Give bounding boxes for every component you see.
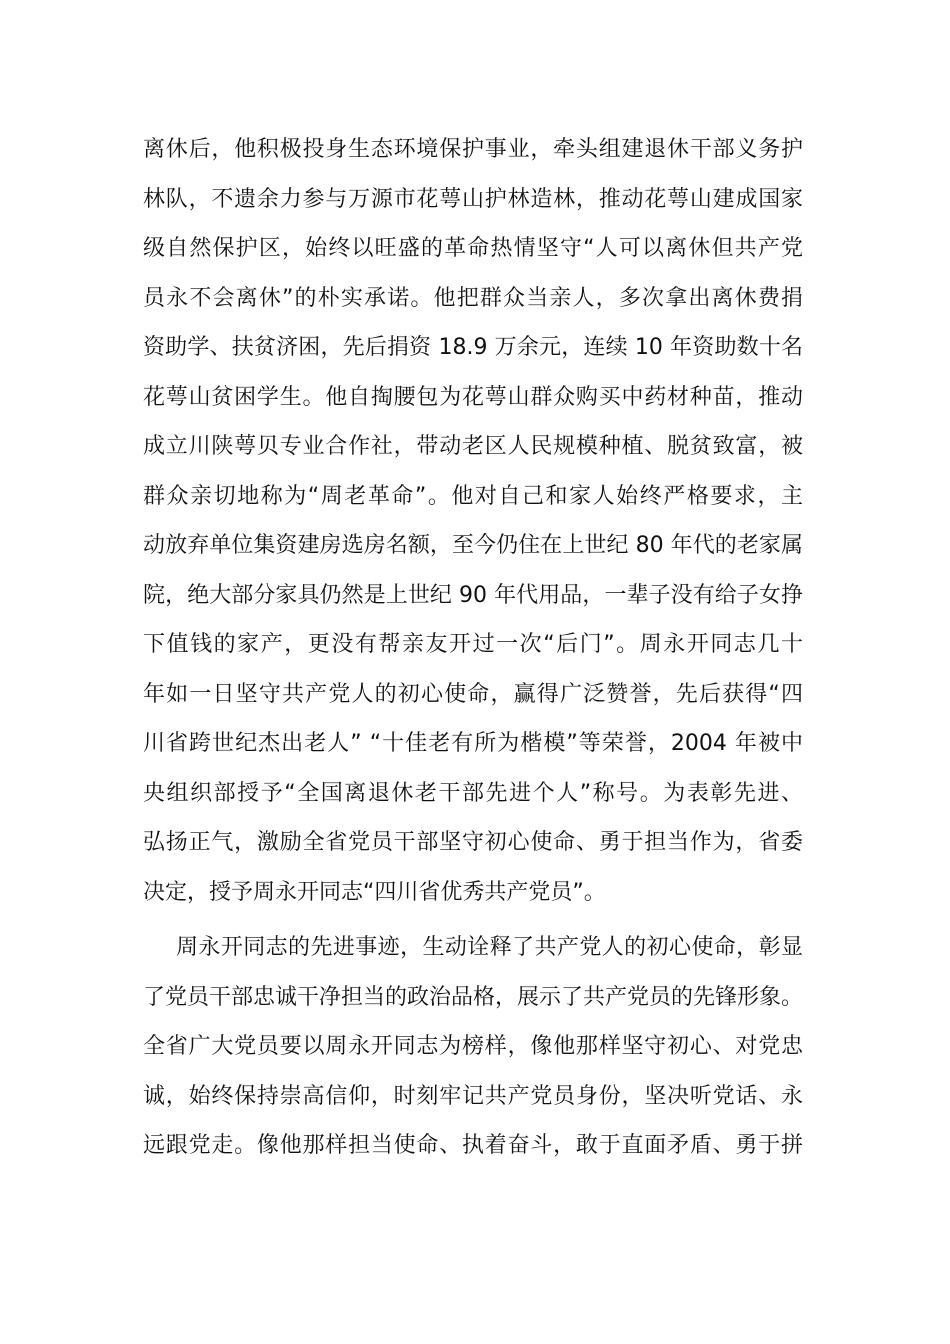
text-line: 了党员干部忠诚干净担当的政治品格，展示了共产党员的先锋形象。	[143, 984, 804, 1010]
text-line: 动放弃单位集资建房选房名额，至今仍住在上世纪 80 年代的老家属	[143, 533, 803, 558]
text-line: 下值钱的家产，更没有帮亲友开过一次“后门”。周永开同志几十	[143, 632, 803, 657]
text-line: 央组织部授予“全国离退休老干部先进个人”称号。为表彰先进、	[143, 780, 803, 806]
text-line: 离休后，他积极投身生态环境保护事业，牵头组建退休干部义务护	[143, 137, 803, 162]
text-line: 年如一日坚守共产党人的初心使命，赢得广泛赞誉，先后获得“四	[143, 681, 803, 707]
text-line: 花萼山贫困学生。他自掏腰包为花萼山群众购买中药材种苗，推动	[143, 384, 803, 410]
text-line: 林队，不遗余力参与万源市花萼山护林造林，推动花萼山建成国家	[143, 186, 803, 212]
text-line: 周永开同志的先进事迹，生动诠释了共产党人的初心使命，彰显	[176, 935, 803, 960]
text-line: 诚，始终保持崇高信仰，时刻牢记共产党员身份，坚决听党话、永	[143, 1083, 803, 1109]
text-line: 弘扬正气，激励全省党员干部坚守初心使命、勇于担当作为，省委	[143, 830, 803, 855]
paragraph-2	[143, 923, 808, 1171]
paragraph-1	[143, 125, 808, 917]
text-line: 远跟党走。像他那样担当使命、执着奋斗，敢于直面矛盾、勇于拼	[143, 1133, 803, 1158]
text-line: 院，绝大部分家具仍然是上世纪 90 年代用品，一辈子没有给子女挣	[143, 582, 803, 608]
text-line: 级自然保护区，始终以旺盛的革命热情坚守“人可以离休但共产党	[143, 236, 803, 261]
text-line: 资助学、扶贫济困，先后捐资 18.9 万余元，连续 10 年资助数十名	[143, 335, 803, 360]
document-body	[143, 125, 808, 1171]
text-line: 川省跨世纪杰出老人” “十佳老有所为楷模”等荣誉，2004 年被中	[143, 731, 803, 756]
text-line: 决定，授予周永开同志“四川省优秀共产党员”。	[143, 879, 606, 905]
text-line: 群众亲切地称为“周老革命”。他对自己和家人始终严格要求，主	[143, 483, 803, 509]
text-line: 员永不会离休”的朴实承诺。他把群众当亲人，多次拿出离休费捐	[143, 285, 803, 311]
text-line: 全省广大党员要以周永开同志为榜样，像他那样坚守初心、对党忠	[143, 1034, 803, 1059]
text-line: 成立川陕萼贝专业合作社，带动老区人民规模种植、脱贫致富，被	[143, 434, 803, 459]
